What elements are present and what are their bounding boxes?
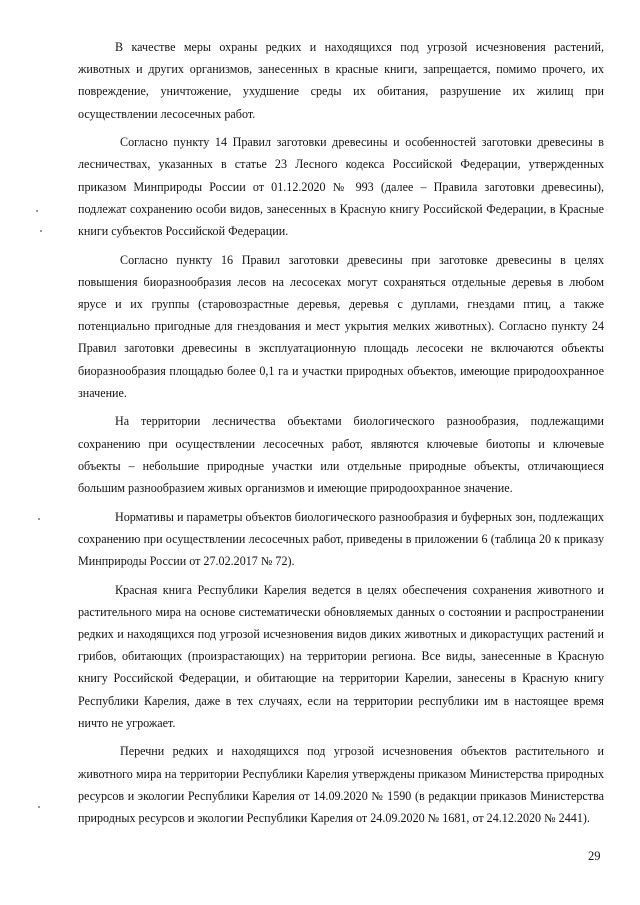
body-text: [78, 36, 604, 836]
paragraph-norms: Нормативы и параметры объектов биологического разнообразия и буферных зон, подлежащих сохранению при осуществлении лесосечных работ, приведены в приложении 6 (таблица 20 к приказу Минприроды России от 27.02.2017 № 72).: [78, 509, 604, 569]
page-number: 29: [588, 849, 601, 863]
paragraph-red-books-protection: В качестве меры охраны редких и находящихся под угрозой исчезновения растений, животных и других организмов, занесенных в красные книги, запрещается, помимо прочего, их повреждение, уничтожение, ухудшение среды их обитания, разрушение их жилищ при осуществлении лесосечных работ.: [78, 40, 604, 121]
scan-speck: [38, 518, 40, 520]
paragraph-rule-14: Согласно пункту 14 Правил заготовки древесины и особенностей заготовки древесины в лесничествах, указанных в статье 23 Лесного кодекса Российской Федерации, утвержденных приказом Минприроды России от 01.12.2020 № 993 (далее – Правила заготовки древесины), подлежат сохранению особи видов, занесенных в Красную книгу Российской Федерации, в Красные книги субъектов Российской Федерации.: [78, 135, 604, 239]
scan-speck: [38, 806, 40, 808]
scan-speck: [40, 230, 42, 232]
paragraph-lists-order: Перечни редких и находящихся под угрозой исчезновения объектов растительного и животного мира на территории Республики Карелия утверждены приказом Министерства природных ресурсов и экологии Республики Карелия от 14.09.2020 № 1590 (в редакции приказов Министерства природных ресурсов и экологии Республики Карелия от 24.09.2020 № 1681, от 24.12.2020 № 2441).: [78, 744, 604, 826]
paragraph-key-biotopes: На территории лесничества объектами биологического разнообразия, подлежащими сохранению при осуществлении лесосечных работ, являются ключевые биотопы и ключевые объекты – небольшие природные участки или отдельные природные объекты, отличающиеся большим разнообразием живых организмов и имеющие природоохранное значение.: [78, 414, 604, 496]
paragraph-karelia-red-book: Красная книга Республики Карелия ведется в целях обеспечения сохранения животного и растительного мира на основе систематически обновляемых данных о состоянии и распространении редких и находящихся под угрозой исчезновения видов диких животных и дикорастущих растений и грибов, обитающих (произрастающих) на территории региона. Все виды, занесенные в Красную книгу Российской Федерации, и обитающие на территории Карелии, занесены в Красную книгу Республики Карелия, даже в тех случаях, если на территории республики им в настоящее время ничто не угрожает.: [78, 582, 604, 730]
scan-speck: [36, 210, 38, 212]
paragraph-rule-16-24: Согласно пункту 16 Правил заготовки древесины при заготовке древесины в целях повышения биоразнообразия лесов на лесосеках могут сохраняться отдельные деревья в любом ярусе и их группы (старовозрастные деревья, деревья с дуплами, гнездами птиц, а также потенциально пригодные для гнездования и мест укрытия мелких животных). Согласно пункту 24 Правил заготовки древесины в эксплуатационную площадь лесосеки не включаются объекты биоразнообразия площадью более 0,1 га и участки природных объектов, имеющие природоохранное значение.: [78, 252, 604, 400]
